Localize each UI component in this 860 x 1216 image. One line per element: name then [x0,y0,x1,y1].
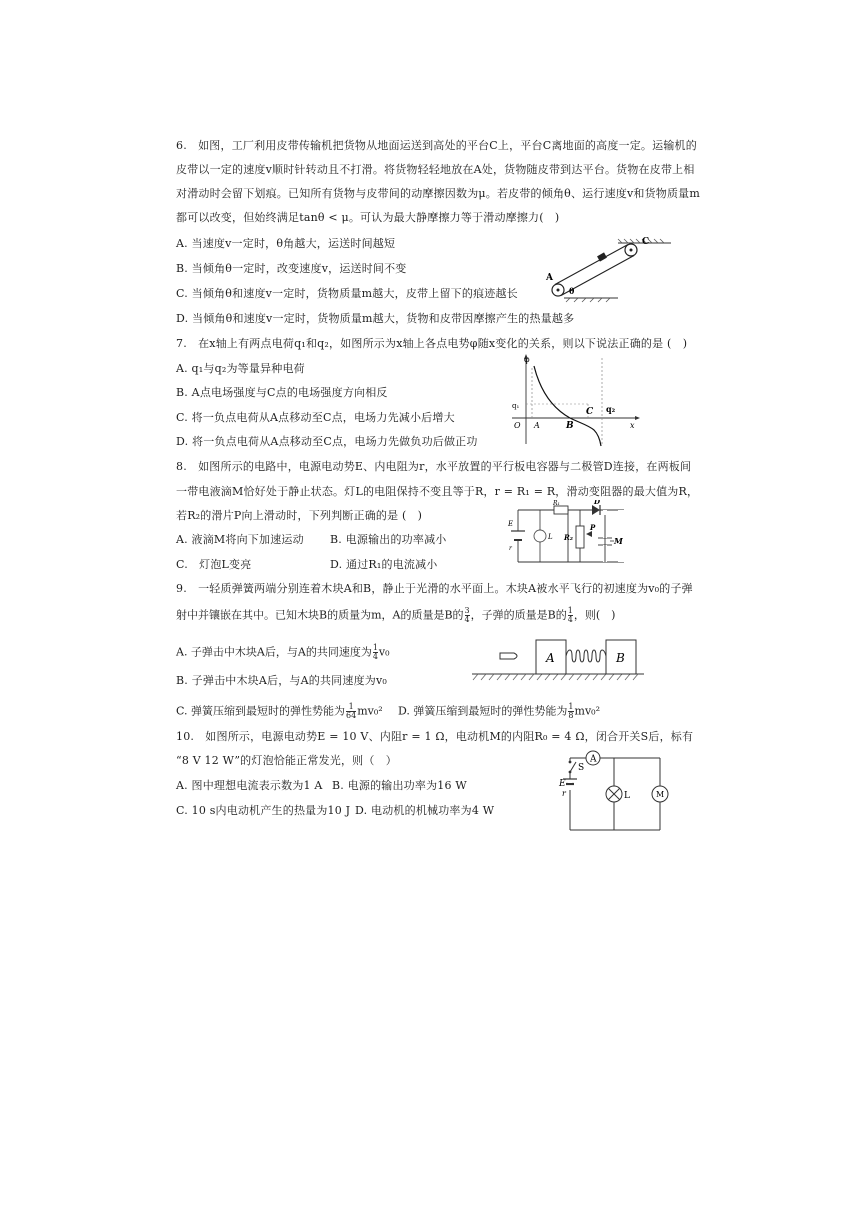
q9-option-b: B. 子弹击中木块A后，与A的共同速度为v₀ [176,674,387,687]
q6-stem-line2: 皮带以一定的速度v顺时针转动且不打滑。将货物轻轻地放在A处，货物随皮带到达平台。货物在皮带上相 [176,163,695,176]
q9-stem-line2 [176,607,615,624]
potential-curve [534,366,601,446]
q8-option-d: D. 通过R₁的电流减小 [330,558,438,571]
label-a: A [534,421,540,430]
lamp-symbol [534,530,546,542]
q6-option-d: D. 当倾角θ和速度v一定时，货物质量m越大，货物和皮带因摩擦产生的热量越多 [176,312,575,325]
q8-stem-line1: 8. 如图所示的电路中，电源电动势E、内电阻为r，水平放置的平行板电容器与二极管D连接，在两板间 [176,460,692,473]
label-l: L [548,533,553,541]
q9-stem-line1: 9. 一轻质弹簧两端分别连着木块A和B，静止于光滑的水平面上。木块A被水平飞行的初速度为v₀的子弹 [176,582,693,595]
q7-stem: 7. 在x轴上有两点电荷q₁和q₂，如图所示为x轴上各点电势φ随x变化的关系，则以下说法正确的是 ( ) [176,337,688,350]
q9-option-d: D. 弹簧压缩到最短时的弹性势能为 $\frac{1}{8}$ mv₀² [398,702,600,720]
potential-graph-figure [504,352,644,448]
label-m: M [656,790,665,799]
q8-stem-line3: 若R₂的滑片P向上滑动时，下列判断正确的是 ( ) [176,509,423,522]
label-a: A [546,651,555,665]
q9-option-a-fraction: $\frac{1}{4}$ [372,643,378,661]
q6-stem-line3: 对滑动时会留下划痕。已知所有货物与皮带间的动摩擦因数为μ。若皮带的倾角θ、运行速度v和货物质量m [176,187,701,200]
spring-block-figure [470,634,650,688]
q8-option-a: A. 液滴M将向下加速运动 [176,533,304,546]
q7-option-d: D. 将一负点电荷从A点移动至C点，电场力先做负功后做正功 [176,435,478,448]
label-c: C [586,407,594,417]
label-e: E [559,779,566,789]
label-b: B [566,421,574,431]
q9-option-a: A. 子弹击中木块A后，与A的共同速度为 $\frac{1}{4}$ v₀ [176,643,390,661]
label-phi: φ [524,355,530,364]
q9-line2-part3: ，则( ) [573,608,616,622]
label-r1: R₁ [553,500,560,507]
label-p: P [590,523,596,532]
q8-option-c: C. 灯泡L变亮 [176,558,252,571]
label-e: E [508,520,514,528]
label-a: A [590,754,597,765]
label-m: M [614,536,623,546]
q9-option-d-fraction: $\frac{1}{8}$ [568,702,574,720]
q10-stem-line1: 10. 如图所示，电源电动势E = 10 V、内阻r = 1 Ω，电动机M的内阻R₀ = 4 Ω，闭合开关S后，标有 [176,730,694,743]
bullet-icon [500,653,517,659]
q9-line2-part2: ，子弹的质量是B的 [470,608,567,622]
label-x: x [630,421,635,430]
q9-fraction-bullet-mass: $\frac{1}{4}$ [567,606,573,624]
q6-option-b: B. 当倾角θ一定时，改变速度v，运送时间不变 [176,262,407,275]
q10-stem-line2: “8 V 12 W”的灯泡恰能正常发光，则（ ） [176,754,397,767]
rheostat-r2 [576,526,584,548]
q8-option-b: B. 电源输出的功率减小 [330,533,447,546]
circuit-figure-q10 [556,746,676,838]
q10-option-a: A. 图中理想电流表示数为1 A [176,779,323,792]
label-d: D [594,500,601,506]
q7-option-a: A. q₁与q₂为等量异种电荷 [176,362,305,375]
label-r2: R₂ [564,533,573,542]
q9-fraction-a-mass: $\frac{3}{4}$ [464,606,470,624]
q10-option-d: D. 电动机的机械功率为4 W [355,804,495,817]
circuit-figure-q8 [506,500,656,570]
q6-stem-line4: 都可以改变，但始终满足tanθ < μ。可认为最大静摩擦力等于滑动摩擦力( ) [176,211,560,224]
label-r: r [509,545,512,552]
q7-option-b: B. A点电场强度与C点的电场强度方向相反 [176,386,388,399]
q10-option-c: C. 10 s内电动机产生的热量为10 J [176,804,351,817]
label-o: O [514,421,521,430]
label-l: L [624,791,630,801]
q9-option-c-fraction: $\frac{1}{64}$ [346,702,357,720]
q10-option-b: B. 电源的输出功率为16 W [332,779,467,792]
label-q2: q₂ [606,404,616,414]
label-a: A [546,273,553,283]
resistor-r1 [554,506,568,514]
label-s: S [578,763,585,773]
q9-line2-part1: 射中并镶嵌在其中。已知木块B的质量为m，A的质量是B的 [176,608,464,622]
label-q1: q₁ [512,402,520,410]
label-r: r [562,789,566,798]
q6-option-c: C. 当倾角θ和速度v一定时，货物质量m越大，皮带上留下的痕迹越长 [176,287,518,300]
q8-stem-line2: 一带电液滴M恰好处于静止状态。灯L的电阻保持不变且等于R，r = R₁ = R，滑动变阻器的最大值为R， [176,485,699,498]
q6-stem-line1: 6. 如图，工厂利用皮带传输机把货物从地面运送到高处的平台C上，平台C离地面的高度一定。运输机的 [176,139,697,152]
spring-icon [566,650,606,662]
conveyor-belt-figure [536,232,676,304]
q6-option-a: A. 当速度v一定时，θ角越大，运送时间越短 [176,237,396,250]
label-theta: θ [569,286,575,296]
q9-option-c: C. 弹簧压缩到最短时的弹性势能为 $\frac{1}{64}$ mv₀² [176,702,383,720]
q7-option-c: C. 将一负点电荷从A点移动至C点，电场力先减小后增大 [176,411,455,424]
label-c: C [642,237,650,247]
diode-symbol [592,505,600,515]
label-b: B [616,651,625,665]
